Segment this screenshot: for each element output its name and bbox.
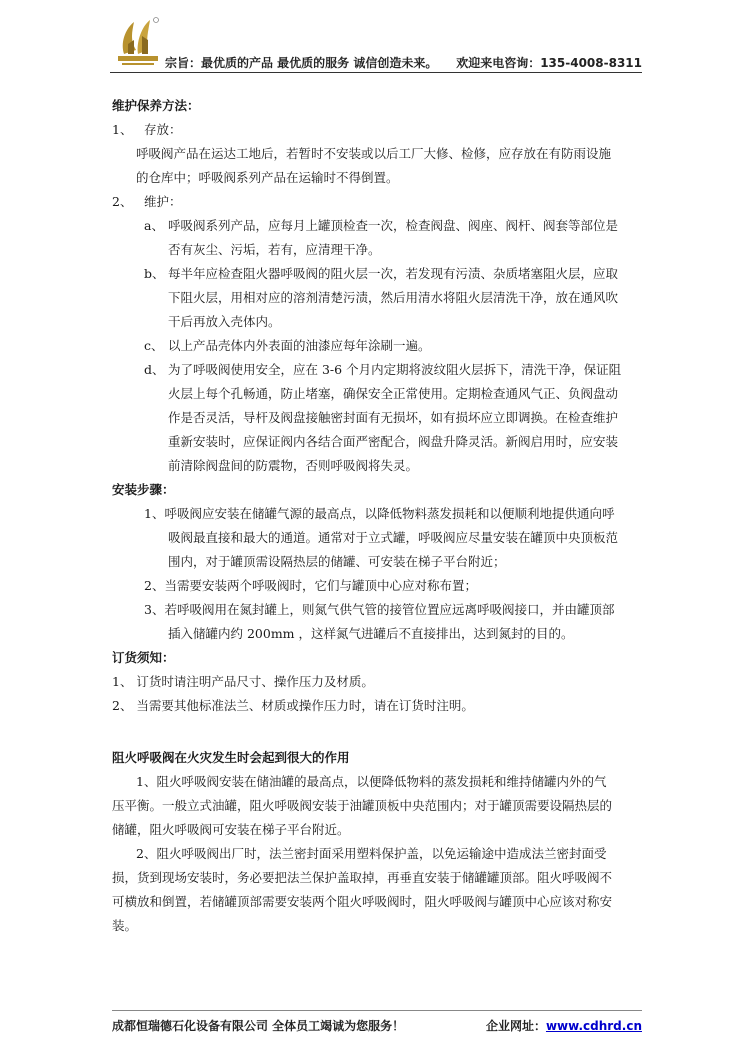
list-item bbox=[112, 118, 642, 142]
paragraph-line: 前清除阀盘间的防震物，否则呼吸阀将失灵。 bbox=[168, 458, 419, 473]
footer-site-label: 企业网址： bbox=[485, 1019, 546, 1033]
paragraph-line: 插入储罐内约 200mm ，这样氮气进罐后不直接排出，达到氮封的目的。 bbox=[168, 626, 574, 641]
paragraph-line: 吸阀最直接和最大的通道。通常对于立式罐，呼吸阀应尽量安装在罐顶中央顶板范 bbox=[168, 530, 619, 545]
paragraph-line: 为了呼吸阀使用安全，应在 3-6 个月内定期将波纹阻火层拆下，清洗干净，保证阻 bbox=[168, 362, 622, 377]
footer-site bbox=[486, 1017, 642, 1034]
item-number: 1、 bbox=[112, 122, 133, 137]
item-number: 2、 bbox=[112, 194, 133, 209]
paragraph-line: 压平衡。一般立式油罐，阻火呼吸阀安装于油罐顶板中央范围内；对于罐顶需要设隔热层的 bbox=[112, 798, 613, 813]
paragraph-line: 1、 订货时请注明产品尺寸、操作压力及材质。 bbox=[112, 674, 374, 689]
paragraph-line: 围内，对于罐顶需设隔热层的储罐、可安装在梯子平台附近； bbox=[168, 554, 506, 569]
paragraph-line: 的仓库中；呼吸阀系列产品在运输时不得倒置。 bbox=[136, 170, 399, 185]
paragraph-line: 火层上每个孔畅通，防止堵塞，确保安全正常使用。定期检查通风气正、负阀盘动 bbox=[168, 386, 619, 401]
list-item bbox=[112, 358, 642, 382]
paragraph-line: 重新安装时，应保证阀内各结合面严密配合，阀盘升降灵活。新阀启用时，应安装 bbox=[168, 434, 619, 449]
paragraph-line: 呼吸阀产品在运达工地后，若暂时不安装或以后工厂大修、检修，应存放在有防雨设施 bbox=[136, 146, 612, 161]
section-title-installation: 安装步骤： bbox=[112, 482, 175, 497]
paragraph-line: 1、阻火呼吸阀安装在储油罐的最高点，以便降低物料的蒸发损耗和维持储罐内外的气 bbox=[136, 774, 607, 789]
company-slogan: 宗旨：最优质的产品 最优质的服务 诚信创造未来。 bbox=[165, 56, 438, 70]
website-link[interactable]: www.cdhrd.cn bbox=[545, 1019, 642, 1033]
page-header bbox=[110, 10, 642, 78]
list-item bbox=[112, 334, 642, 358]
footer-company: 成都恒瑞德石化设备有限公司 全体员工竭诚为您服务！ bbox=[112, 1019, 405, 1033]
item-letter: d、 bbox=[144, 362, 165, 377]
item-letter: b、 bbox=[144, 266, 165, 281]
spacer bbox=[112, 718, 642, 746]
hotline: 欢迎来电咨询：135-4008-8311 bbox=[456, 56, 642, 70]
paragraph-line: 储罐，阻火呼吸阀可安装在梯子平台附近。 bbox=[112, 822, 350, 837]
list-item bbox=[112, 190, 642, 214]
paragraph-line: 呼吸阀系列产品，应每月上罐顶检查一次，检查阀盘、阀座、阀杆、阀套等部位是 bbox=[168, 218, 619, 233]
paragraph-line: 1、呼吸阀应安装在储罐气源的最高点，以降低物料蒸发损耗和以便顺利地提供通向呼 bbox=[144, 506, 615, 521]
paragraph-line: 作是否灵活，导杆及阀盘接触密封面有无损坏，如有损坏应立即调换。在检查维护 bbox=[168, 410, 619, 425]
page-footer bbox=[112, 1010, 642, 1035]
paragraph-line: 下阻火层，用相对应的溶剂清楚污渍，然后用清水将阻火层清洗干净，放在通风吹 bbox=[168, 290, 619, 305]
company-logo bbox=[114, 14, 162, 68]
document-body bbox=[112, 94, 642, 938]
paragraph-line: 否有灰尘、污垢，若有，应清理干净。 bbox=[168, 242, 381, 257]
paragraph-line: 2、当需要安装两个呼吸阀时，它们与罐顶中心应对称布置； bbox=[144, 578, 477, 593]
paragraph-line: 可横放和倒置，若储罐顶部需要安装两个阻火呼吸阀时，阻火呼吸阀与罐顶中心应该对称安 bbox=[112, 894, 613, 909]
list-item bbox=[112, 262, 642, 286]
item-label: 维护： bbox=[144, 194, 182, 209]
item-letter: c、 bbox=[144, 338, 164, 353]
item-letter: a、 bbox=[144, 218, 164, 233]
list-item bbox=[112, 214, 642, 238]
paragraph-line: 3、若呼吸阀用在氮封罐上，则氮气供气管的接管位置应远离呼吸阀接口，并由罐顶部 bbox=[144, 602, 615, 617]
paragraph-line: 2、 当需要其他标准法兰、材质或操作压力时，请在订货时注明。 bbox=[112, 698, 474, 713]
header-rule bbox=[110, 72, 642, 73]
section-title-ordering: 订货须知： bbox=[112, 650, 175, 665]
paragraph-line: 2、阻火呼吸阀出厂时，法兰密封面采用塑料保护盖，以免运输途中造成法兰密封面受 bbox=[136, 846, 607, 861]
section-title-maintenance: 维护保养方法： bbox=[112, 98, 200, 113]
item-label: 存放： bbox=[144, 122, 182, 137]
paragraph-line: 干后再放入壳体内。 bbox=[168, 314, 281, 329]
section-title-fire: 阻火呼吸阀在火灾发生时会起到很大的作用 bbox=[112, 750, 350, 765]
paragraph-line: 每半年应检查阻火器呼吸阀的阻火层一次，若发现有污渍、杂质堵塞阻火层，应取 bbox=[168, 266, 619, 281]
paragraph-line: 以上产品壳体内外表面的油漆应每年涂刷一遍。 bbox=[168, 338, 431, 353]
paragraph-line: 装。 bbox=[112, 918, 138, 933]
paragraph-line: 损，货到现场安装时，务必要把法兰保护盖取掉，再垂直安装于储罐罐顶部。阻火呼吸阀不 bbox=[112, 870, 613, 885]
